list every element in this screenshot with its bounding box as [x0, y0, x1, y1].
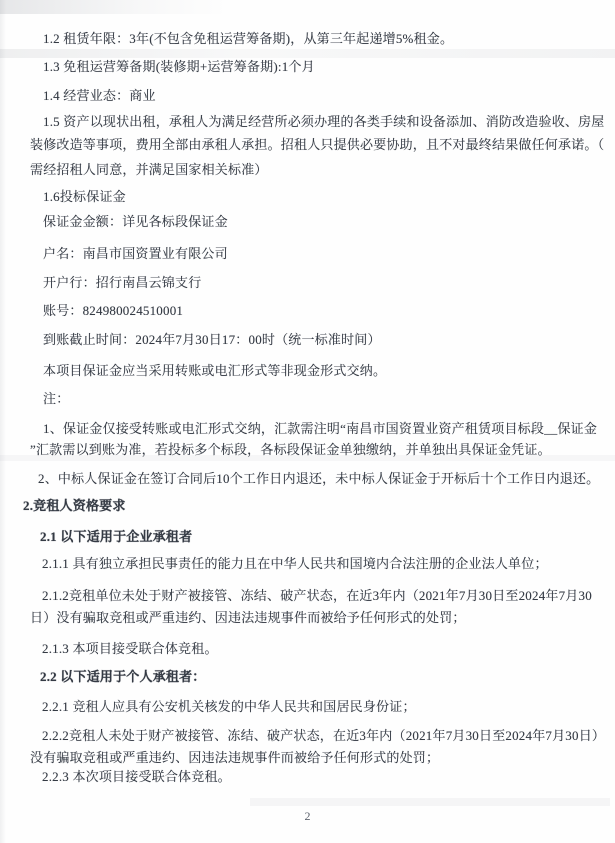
clause-2-1-2-status-line-1: 2.1.2竞租单位未处于财产被接管、冻结、破产状态，在近3年内（2021年7月30日至2024年7月30 — [42, 588, 592, 603]
clause-2-1-1-legal-entity: 2.1.1 具有独立承担民事责任的能力且在中华人民共和国境内合法注册的企业法人单位； — [42, 556, 548, 571]
clause-1-4-business-type: 1.4 经营业态：商业 — [43, 88, 156, 103]
deposit-deadline-line: 到账截止时间：2024年7月30日17：00时（统一标准时间） — [43, 332, 381, 347]
clause-1-5-as-is-lease-line-3: 需经招租人同意，并满足国家相关标准） — [30, 162, 268, 177]
clause-2-2-3-consortium: 2.2.3 本次项目接受联合体竞租。 — [42, 769, 231, 784]
clause-2-1-3-consortium: 2.1.3 本项目接受联合体竞租。 — [42, 641, 218, 656]
clause-1-3-rent-free-period: 1.3 免租运营筹备期(装修期+运营筹备期):1个月 — [43, 59, 315, 74]
clause-1-5-as-is-lease-line-1: 1.5 资产以现状出租，承租人为满足经营所必须办理的各类手续和设备添加、消防改造验收、房屋 — [43, 114, 605, 129]
clause-2-2-1-id-card: 2.2.1 竞租人应具有公安机关核发的中华人民共和国居民身份证； — [42, 699, 416, 714]
section-2-2-individual-heading: 2.2 以下适用于个人承租者： — [40, 669, 206, 684]
note-label: 注： — [43, 391, 70, 406]
scan-smudge-band-3 — [250, 798, 610, 806]
clause-1-2-lease-term: 1.2 租赁年限：3年(不包含免租运营筹备期)，从第三年起递增5%租金。 — [43, 31, 454, 46]
note-2-refund-line: 2、中标人保证金在签订合同后10个工作日内退还，未中标人保证金于开标后十个工作日内退还。 — [38, 471, 600, 486]
account-name-line: 户名：南昌市国资置业有限公司 — [43, 246, 228, 261]
scan-smudge-left-edge — [0, 0, 6, 843]
page-number: 2 — [304, 809, 311, 823]
section-2-qualification-heading: 2.竞租人资格要求 — [23, 498, 126, 513]
note-1-line-1: 1、保证金仅接受转账或电汇形式交纳，汇款需注明“南昌市国资置业资产租赁项目标段__保证金 — [43, 421, 598, 436]
clause-2-2-2-status-line-2: 没有骗取竞租或严重违约、因违法违规事件而被给予任何形式的处罚； — [30, 750, 440, 765]
note-1-line-2: ”汇款需以到账为准，若投标多个标段，各标段保证金单独缴纳，并单独出具保证金凭证。 — [30, 442, 551, 457]
clause-2-1-2-status-line-2: 日）没有骗取竞租或严重违约、因违法违规事件而被给予任何形式的处罚； — [30, 610, 466, 625]
payment-method-line: 本项目保证金应当采用转账或电汇形式等非现金形式交纳。 — [43, 363, 387, 378]
clause-1-6-bid-deposit-heading: 1.6投标保证金 — [43, 189, 126, 204]
account-number-line: 账号：824980024510001 — [43, 303, 184, 318]
scan-smudge-top — [0, 0, 230, 14]
clause-1-5-as-is-lease-line-2: 装修改造等事项，费用全部由承租人承担。招租人只提供必要协助，且不对最终结果做任何承诺。（ — [30, 137, 605, 152]
clause-2-2-2-status-line-1: 2.2.2竞租人未处于财产被接管、冻结、破产状态，在近3年内（2021年7月30日至2024年7月30日） — [42, 728, 606, 743]
scan-smudge-band-1 — [0, 49, 615, 58]
deposit-amount-line: 保证金金额：详见各标段保证金 — [43, 214, 228, 229]
section-2-1-enterprise-heading: 2.1 以下适用于企业承租者 — [40, 529, 193, 544]
bank-branch-line: 开户行：招行南昌云锦支行 — [43, 275, 202, 290]
